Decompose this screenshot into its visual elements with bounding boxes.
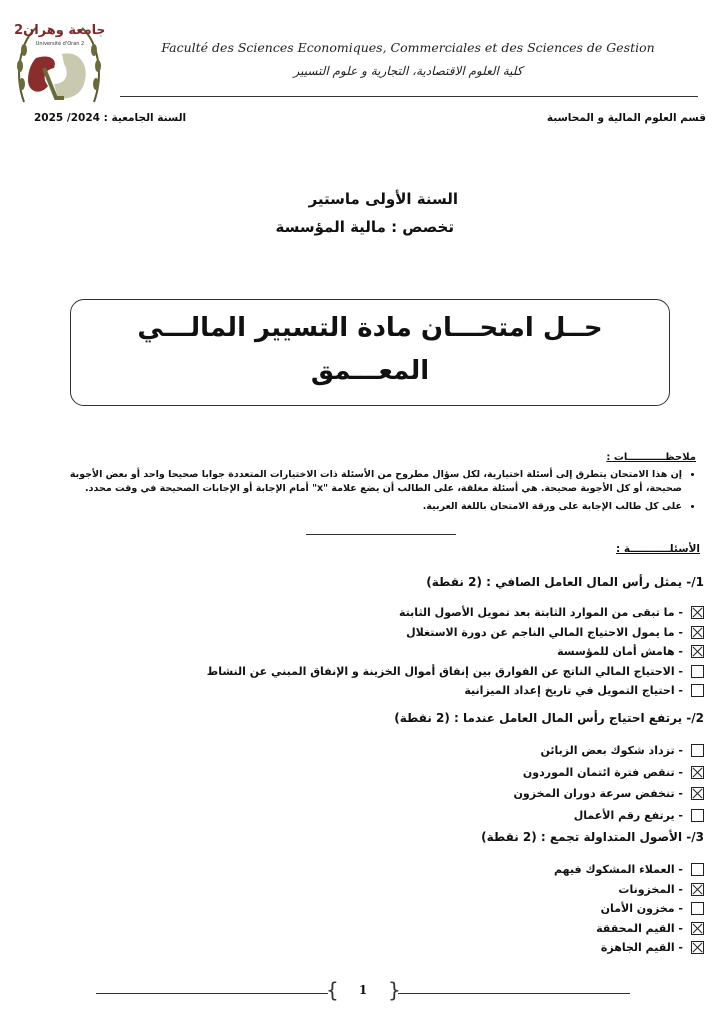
footer-rule-left [96,993,328,994]
header-divider [120,96,698,97]
notes-divider [306,534,456,535]
option-label: - المخزونات [618,882,683,896]
option-row[interactable] [207,662,704,682]
study-level: السنة الأولى ماستير [308,190,458,208]
option-label: - يرتفع رقم الأعمال [573,808,683,822]
question-2: 2/- يرتفع احتياج رأس المال العامل عندما : (2 نقطة) [394,711,704,725]
checkbox-checked[interactable] [691,626,704,639]
footer-rule-right [398,993,630,994]
option-row[interactable] [554,919,704,939]
option-row[interactable] [514,783,704,805]
checkbox-checked[interactable] [691,883,704,896]
option-row[interactable] [207,681,704,701]
option-label: - الاحتياج المالي الناتج عن الفوارق بين إنفاق أموال الخزينة و الإنفاق المبني عن النشاط [206,664,683,678]
brace-right-icon: } [388,978,401,1002]
checkbox-unchecked[interactable] [691,744,704,757]
checkbox-checked[interactable] [691,606,704,619]
option-row[interactable] [554,899,704,919]
checkbox-unchecked[interactable] [691,665,704,678]
question-1: 1/- يمثل رأس المال العامل الصافي : (2 نقطة) [426,575,704,589]
option-row[interactable] [554,938,704,958]
notes-heading: ملاحظـــــــــــات : [606,452,696,463]
checkbox-checked[interactable] [691,766,704,779]
option-label: - احتياج التمويل في تاريخ إعداد الميزانية [464,684,683,698]
exam-title-line-1: حــل امتحـــان مادة التسيير المالـــي [137,313,603,343]
option-label: - تنخفض سرعة دوران المخزون [513,787,683,801]
option-row[interactable] [514,805,704,827]
checkbox-checked[interactable] [691,787,704,800]
question-1-options [207,603,704,701]
exam-title-line-2: المعـــمق [310,356,430,386]
university-logo [14,14,104,110]
checkbox-unchecked[interactable] [691,902,704,915]
option-row[interactable] [554,860,704,880]
specialty: تخصص : مالية المؤسسة [275,218,454,236]
option-label: - القيم المحققة [596,921,683,935]
checkbox-checked[interactable] [691,922,704,935]
option-label: - القيم الجاهزة [600,941,683,955]
question-3-options [554,860,704,958]
question-2-options [514,740,704,826]
option-row[interactable] [514,762,704,784]
option-label: - ما يمول الاحتياج المالي الناجم عن دورة الاستغلال [406,625,683,639]
option-label: - تزداد شكوك بعض الزبائن [540,744,683,758]
option-label: - مخزون الأمان [600,902,683,916]
option-label: - تنقص فترة ائتمان الموردون [522,765,683,779]
option-row[interactable] [207,603,704,623]
faculty-name-ar: كلية العلوم الاقتصادية، التجارية و علوم التسيير [293,64,523,78]
checkbox-unchecked[interactable] [691,684,704,697]
option-row[interactable] [554,880,704,900]
page-number: 1 [358,983,368,997]
option-label: - العملاء المشكوك فيهم [554,863,683,877]
logo-caption: Université d'Oran 2 [35,41,85,47]
note-item: • إن هذا الامتحان يتطرق إلى أسئلة اختيارية، لكل سؤال مطروح من الأسئلة ذات الاختيارات المتعددة جوابا صحيحا واحد أو بعض الأجوبة صحيحة، أو كل الأجوبة صحيحة. هي أسئلة مغلقة، على الطالب أن يضع علامة "x" أمام الإجابة أو الإجابات الصحيحة في وقت محدد. [32,468,682,496]
questions-heading: الأسئلـــــــــــة : [615,543,700,555]
checkbox-unchecked[interactable] [691,809,704,822]
logo-text: جامعة وهران2 [14,23,104,38]
option-label: - ما تبقى من الموارد الثابتة بعد تمويل الأصول الثابتة [399,606,683,620]
question-3: 3/- الأصول المتداولة تجمع : (2 نقطة) [481,830,704,844]
faculty-name-fr: Faculté des Sciences Economiques, Commerciales et des Sciences de Gestion [161,40,655,55]
brace-left-icon: { [326,978,339,1002]
checkbox-checked[interactable] [691,645,704,658]
option-row[interactable] [514,740,704,762]
checkbox-unchecked[interactable] [691,863,704,876]
option-row[interactable] [207,623,704,643]
checkbox-checked[interactable] [691,941,704,954]
academic-year: السنة الجامعية : 2024/ 2025 [34,112,187,124]
department-name: قسم العلوم المالية و المحاسبة [546,112,706,124]
note-item: • على كل طالب الإجابة على ورقة الامتحان باللغة العربية. [32,500,682,514]
option-label: - هامش أمان للمؤسسة [557,645,683,659]
option-row[interactable] [207,642,704,662]
notes-list [32,468,700,518]
